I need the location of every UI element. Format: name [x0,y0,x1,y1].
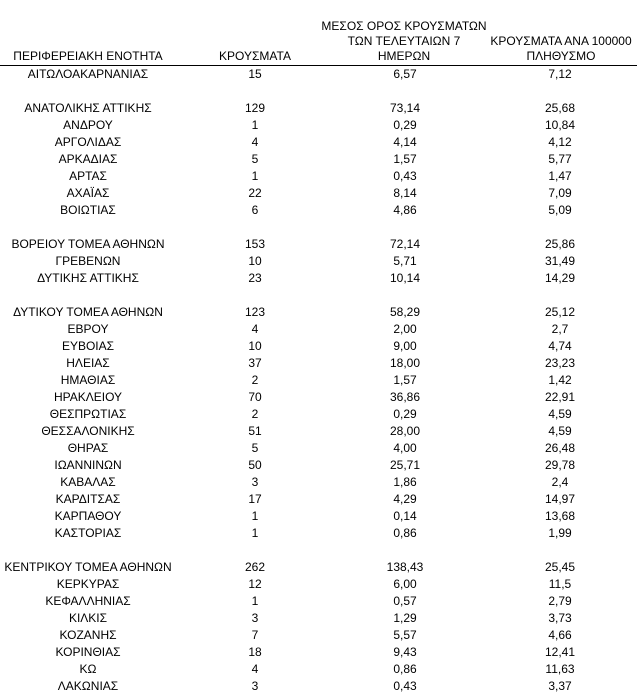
table-body [0,66,637,695]
region-cell: ΒΟΙΩΤΙΑΣ [60,203,116,217]
per100k-cell: 11,63 [545,662,575,676]
avg7-cell: 36,86 [389,390,421,404]
region-cell: ΔΥΤΙΚΟΥ ΤΟΜΕΑ ΑΘΗΝΩΝ [13,305,163,319]
cases-cell: 3 [251,611,259,625]
table-row [0,253,637,270]
per100k-cell: 3,37 [548,679,572,693]
table-row [0,678,637,695]
region-cell: ΚΟΖΑΝΗΣ [59,628,117,642]
avg7-cell: 5,57 [393,628,417,642]
table-row [0,610,637,627]
cases-cell: 4 [251,322,259,336]
table-row [0,270,637,287]
region-cell: ΑΡΓΟΛΙΔΑΣ [54,135,122,149]
region-cell: ΔΥΤΙΚΗΣ ΑΤΤΙΚΗΣ [37,271,139,285]
header-avg7-line1: ΜΕΣΟΣ ΟΡΟΣ ΚΡΟΥΣΜΑΤΩΝ [321,19,487,33]
table-row [0,355,637,372]
per100k-cell: 1,42 [548,373,572,387]
region-cell: ΚΙΛΚΙΣ [68,611,108,625]
table-row [0,185,637,202]
avg7-cell: 1,57 [393,152,417,166]
region-cell: ΚΕΦΑΛΛΗΝΙΑΣ [45,594,131,608]
avg7-cell: 6,57 [393,67,417,81]
table-row [0,440,637,457]
table-row [0,644,637,661]
per100k-cell: 31,49 [544,254,576,268]
region-cell: ΕΒΡΟΥ [67,322,109,336]
cases-cell: 123 [244,305,266,319]
header-region: ΠΕΡΙΦΕΡΕΙΑΚΗ ΕΝΟΤΗΤΑ [13,49,163,63]
per100k-cell: 29,78 [544,458,576,472]
per100k-cell: 2,7 [551,322,569,336]
region-cell: ΕΥΒΟΙΑΣ [61,339,115,353]
table-row [0,423,637,440]
cases-cell: 4 [251,662,259,676]
cases-cell: 5 [251,441,259,455]
cases-cell: 37 [248,356,262,370]
avg7-cell: 0,86 [393,526,417,540]
avg7-cell: 1,57 [393,373,417,387]
cases-cell: 262 [244,560,266,574]
per100k-cell: 14,29 [544,271,576,285]
per100k-cell: 3,73 [548,611,572,625]
avg7-cell: 4,00 [393,441,417,455]
avg7-cell: 0,43 [393,679,417,693]
table-row [0,474,637,491]
cases-cell: 12 [248,577,262,591]
table-row [0,321,637,338]
avg7-cell: 138,43 [386,560,424,574]
per100k-cell: 4,66 [548,628,572,642]
avg7-cell: 73,14 [389,101,421,115]
region-cell: ΘΕΣΣΑΛΟΝΙΚΗΣ [41,424,135,438]
per100k-cell: 13,68 [544,509,576,523]
per100k-cell: 25,45 [544,560,576,574]
table-row [0,406,637,423]
cases-cell: 18 [248,645,262,659]
header-cases: ΚΡΟΥΣΜΑΤΑ [219,49,291,63]
region-cell: ΚΟΡΙΝΘΙΑΣ [55,645,121,659]
header-per100k-line2: ΠΛΗΘΥΣΜΟ [526,49,596,63]
table-row [0,66,637,83]
cases-cell: 17 [248,492,262,506]
per100k-cell: 2,4 [551,475,569,489]
avg7-cell: 8,14 [393,186,417,200]
table-row [0,508,637,525]
avg7-cell: 9,00 [393,339,417,353]
table-row [0,627,637,644]
per100k-cell: 4,59 [548,407,572,421]
region-cell: ΚΩ [79,662,97,676]
region-cell: ΑΡΚΑΔΙΑΣ [58,152,118,166]
region-cell: ΗΛΕΙΑΣ [66,356,110,370]
cases-cell: 2 [251,373,259,387]
cases-cell: 1 [251,526,259,540]
per100k-cell: 12,41 [544,645,576,659]
cases-cell: 10 [248,254,262,268]
avg7-cell: 28,00 [389,424,421,438]
table-row [0,168,637,185]
region-cell: ΚΑΣΤΟΡΙΑΣ [54,526,122,540]
table-row [0,559,637,576]
avg7-cell: 6,00 [393,577,417,591]
header-avg7-line2: ΤΩΝ ΤΕΛΕΥΤΑΙΩΝ 7 [347,34,461,48]
region-cell: ΚΑΡΠΑΘΟΥ [54,509,122,523]
cases-cell: 5 [251,152,259,166]
table-row [0,117,637,134]
table-row [0,593,637,610]
region-cell: ΚΕΝΤΡΙΚΟΥ ΤΟΜΕΑ ΑΘΗΝΩΝ [4,560,172,574]
avg7-cell: 4,29 [393,492,417,506]
per100k-cell: 26,48 [544,441,576,455]
per100k-cell: 25,12 [544,305,576,319]
region-cell: ΘΕΣΠΡΩΤΙΑΣ [49,407,127,421]
table-header [0,0,637,66]
cases-cell: 51 [248,424,262,438]
per100k-cell: 22,91 [544,390,576,404]
region-cell: ΑΡΤΑΣ [69,169,107,183]
cases-cell: 22 [248,186,262,200]
table-row [0,100,637,117]
region-cell: ΗΜΑΘΙΑΣ [60,373,116,387]
per100k-cell: 4,12 [548,135,572,149]
header-per100k [478,34,637,64]
region-cell: ΙΩΑΝΝΙΝΩΝ [54,458,122,472]
avg7-cell: 0,29 [393,407,417,421]
region-cell: ΛΑΚΩΝΙΑΣ [57,679,119,693]
group-spacer [0,287,637,304]
cases-cell: 2 [251,407,259,421]
cases-cell: 1 [251,169,259,183]
cases-cell: 1 [251,594,259,608]
per100k-cell: 1,99 [548,526,572,540]
per100k-cell: 25,68 [544,101,576,115]
cases-cell: 10 [248,339,262,353]
avg7-cell: 2,00 [393,322,417,336]
cases-cell: 7 [251,628,259,642]
region-cell: ΒΟΡΕΙΟΥ ΤΟΜΕΑ ΑΘΗΝΩΝ [11,237,165,251]
avg7-cell: 1,29 [393,611,417,625]
avg7-cell: 0,86 [393,662,417,676]
table-row [0,134,637,151]
per100k-cell: 10,84 [544,118,576,132]
avg7-cell: 4,14 [393,135,417,149]
table-row [0,372,637,389]
table-row [0,576,637,593]
avg7-cell: 0,57 [393,594,417,608]
avg7-cell: 5,71 [393,254,417,268]
per100k-cell: 2,79 [548,594,572,608]
region-cell: ΗΡΑΚΛΕΙΟΥ [53,390,123,404]
avg7-cell: 58,29 [389,305,421,319]
per100k-cell: 23,23 [544,356,576,370]
avg7-cell: 10,14 [389,271,421,285]
avg7-cell: 0,29 [393,118,417,132]
table-row [0,202,637,219]
cases-cell: 6 [251,203,259,217]
avg7-cell: 0,43 [393,169,417,183]
avg7-cell: 72,14 [389,237,421,251]
per100k-cell: 4,59 [548,424,572,438]
per100k-cell: 14,97 [544,492,576,506]
region-cell: ΑΝΑΤΟΛΙΚΗΣ ΑΤΤΙΚΗΣ [24,101,152,115]
group-spacer [0,542,637,559]
per100k-cell: 5,77 [548,152,572,166]
header-avg7-line3: ΗΜΕΡΩΝ [377,49,431,63]
avg7-cell: 1,86 [393,475,417,489]
table-row [0,525,637,542]
table-row [0,304,637,321]
table-row [0,338,637,355]
per100k-cell: 4,74 [548,339,572,353]
cases-cell: 15 [248,67,262,81]
cases-cell: 153 [244,237,266,251]
cases-cell: 4 [251,135,259,149]
table-row [0,661,637,678]
cases-cell: 3 [251,679,259,693]
table-row [0,389,637,406]
avg7-cell: 4,86 [393,203,417,217]
table-row [0,236,637,253]
region-cell: ΚΕΡΚΥΡΑΣ [56,577,120,591]
cases-cell: 129 [244,101,266,115]
per100k-cell: 7,09 [548,186,572,200]
group-spacer [0,83,637,100]
header-per100k-line1: ΚΡΟΥΣΜΑΤΑ ΑΝΑ 100000 [490,34,632,48]
cases-cell: 70 [248,390,262,404]
region-cell: ΑΝΔΡΟΥ [63,118,113,132]
cases-cell: 3 [251,475,259,489]
region-cell: ΑΙΤΩΛΟΑΚΑΡΝΑΝΙΑΣ [27,67,149,81]
region-cell: ΑΧΑΪΑΣ [66,186,110,200]
group-spacer [0,219,637,236]
region-cell: ΘΗΡΑΣ [67,441,109,455]
region-cell: ΚΑΒΑΛΑΣ [60,475,116,489]
cases-cell: 23 [248,271,262,285]
cases-cell: 1 [251,509,259,523]
avg7-cell: 25,71 [389,458,421,472]
cases-cell: 1 [251,118,259,132]
cases-cell: 50 [248,458,262,472]
region-cell: ΓΡΕΒΕΝΩΝ [55,254,121,268]
per100k-cell: 5,09 [548,203,572,217]
per100k-cell: 25,86 [544,237,576,251]
avg7-cell: 0,14 [393,509,417,523]
avg7-cell: 18,00 [389,356,421,370]
table-row [0,491,637,508]
region-cell: ΚΑΡΔΙΤΣΑΣ [55,492,121,506]
per100k-cell: 7,12 [548,67,572,81]
table-row [0,151,637,168]
table-row [0,457,637,474]
per100k-cell: 11,5 [548,577,572,591]
avg7-cell: 9,43 [393,645,417,659]
header-avg7 [320,19,488,64]
per100k-cell: 1,47 [548,169,572,183]
